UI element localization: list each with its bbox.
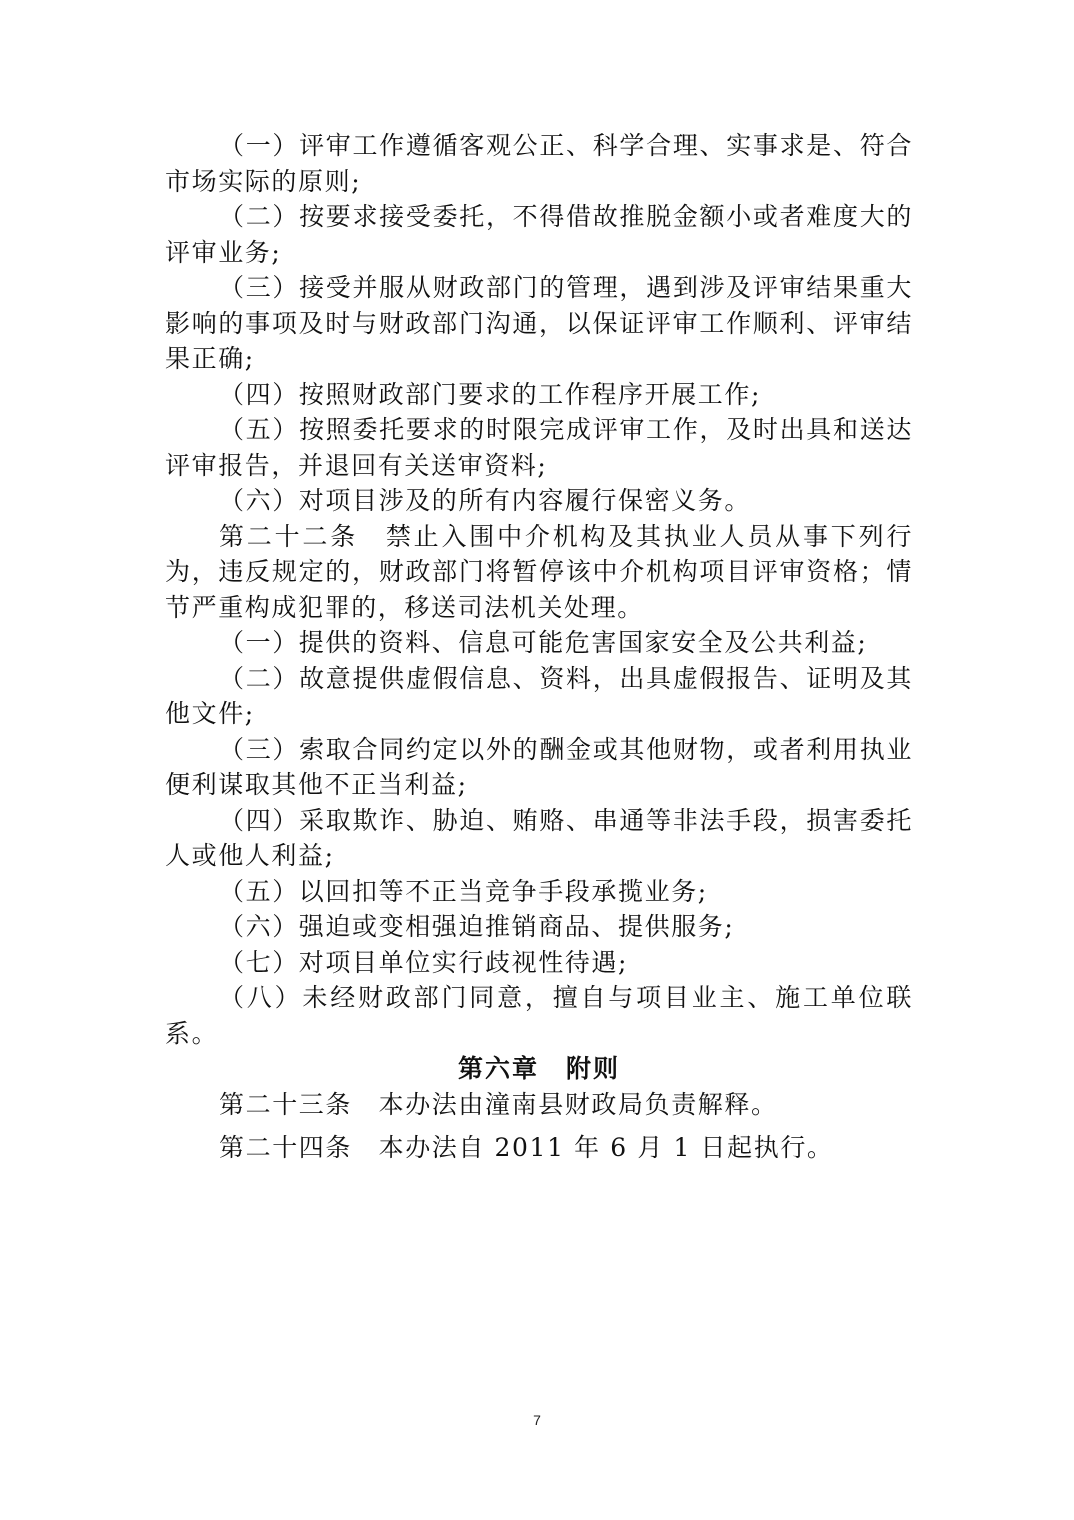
page-number: 7: [533, 1412, 541, 1428]
clause-paragraph: （五）按照委托要求的时限完成评审工作，及时出具和送达评审报告，并退回有关送审资料;: [165, 415, 913, 480]
clause-paragraph: （二）按要求接受委托，不得借故推脱金额小或者难度大的评审业务;: [165, 202, 913, 267]
clause-paragraph: （三）索取合同约定以外的酬金或其他财物，或者利用执业便利谋取其他不正当利益;: [165, 734, 913, 799]
clause-paragraph: （一）评审工作遵循客观公正、科学合理、实事求是、符合市场实际的原则;: [165, 131, 913, 196]
chapter-title: 第六章 附则: [457, 1054, 620, 1083]
clause-paragraph: （六）对项目涉及的所有内容履行保密义务。: [219, 486, 752, 515]
clause-paragraph: （四）按照财政部门要求的工作程序开展工作;: [219, 379, 762, 409]
clause-paragraph: （五）以回扣等不正当竞争手段承揽业务;: [219, 876, 708, 906]
clause-paragraph: （三）接受并服从财政部门的管理，遇到涉及评审结果重大影响的事项及时与财政部门沟通，以保证评审工作顺利、评审结果正确;: [165, 273, 913, 373]
article-23-paragraph: 第二十三条 本办法由潼南县财政局负责解释。: [219, 1089, 778, 1119]
clause-paragraph: （八）未经财政部门同意，擅自与项目业主、施工单位联系。: [165, 983, 913, 1048]
article-24-paragraph: 第二十四条 本办法自 2011 年 6 月 1 日起执行。: [219, 1133, 834, 1162]
clause-paragraph: （六）强迫或变相强迫推销商品、提供服务;: [219, 912, 735, 941]
clause-paragraph: （一）提供的资料、信息可能危害国家安全及公共利益;: [219, 628, 868, 657]
clause-paragraph: （七）对项目单位实行歧视性待遇;: [219, 947, 629, 977]
article-22-paragraph: 第二十二条 禁止入围中介机构及其执业人员从事下列行为，违反规定的，财政部门将暂停该中介机构项目评审资格；情节严重构成犯罪的，移送司法机关处理。: [165, 521, 913, 622]
clause-paragraph: （二）故意提供虚假信息、资料，出具虚假报告、证明及其他文件;: [165, 663, 913, 728]
clause-paragraph: （四）采取欺诈、胁迫、贿赂、串通等非法手段，损害委托人或他人利益;: [165, 805, 913, 870]
document-body: [165, 128, 913, 1166]
